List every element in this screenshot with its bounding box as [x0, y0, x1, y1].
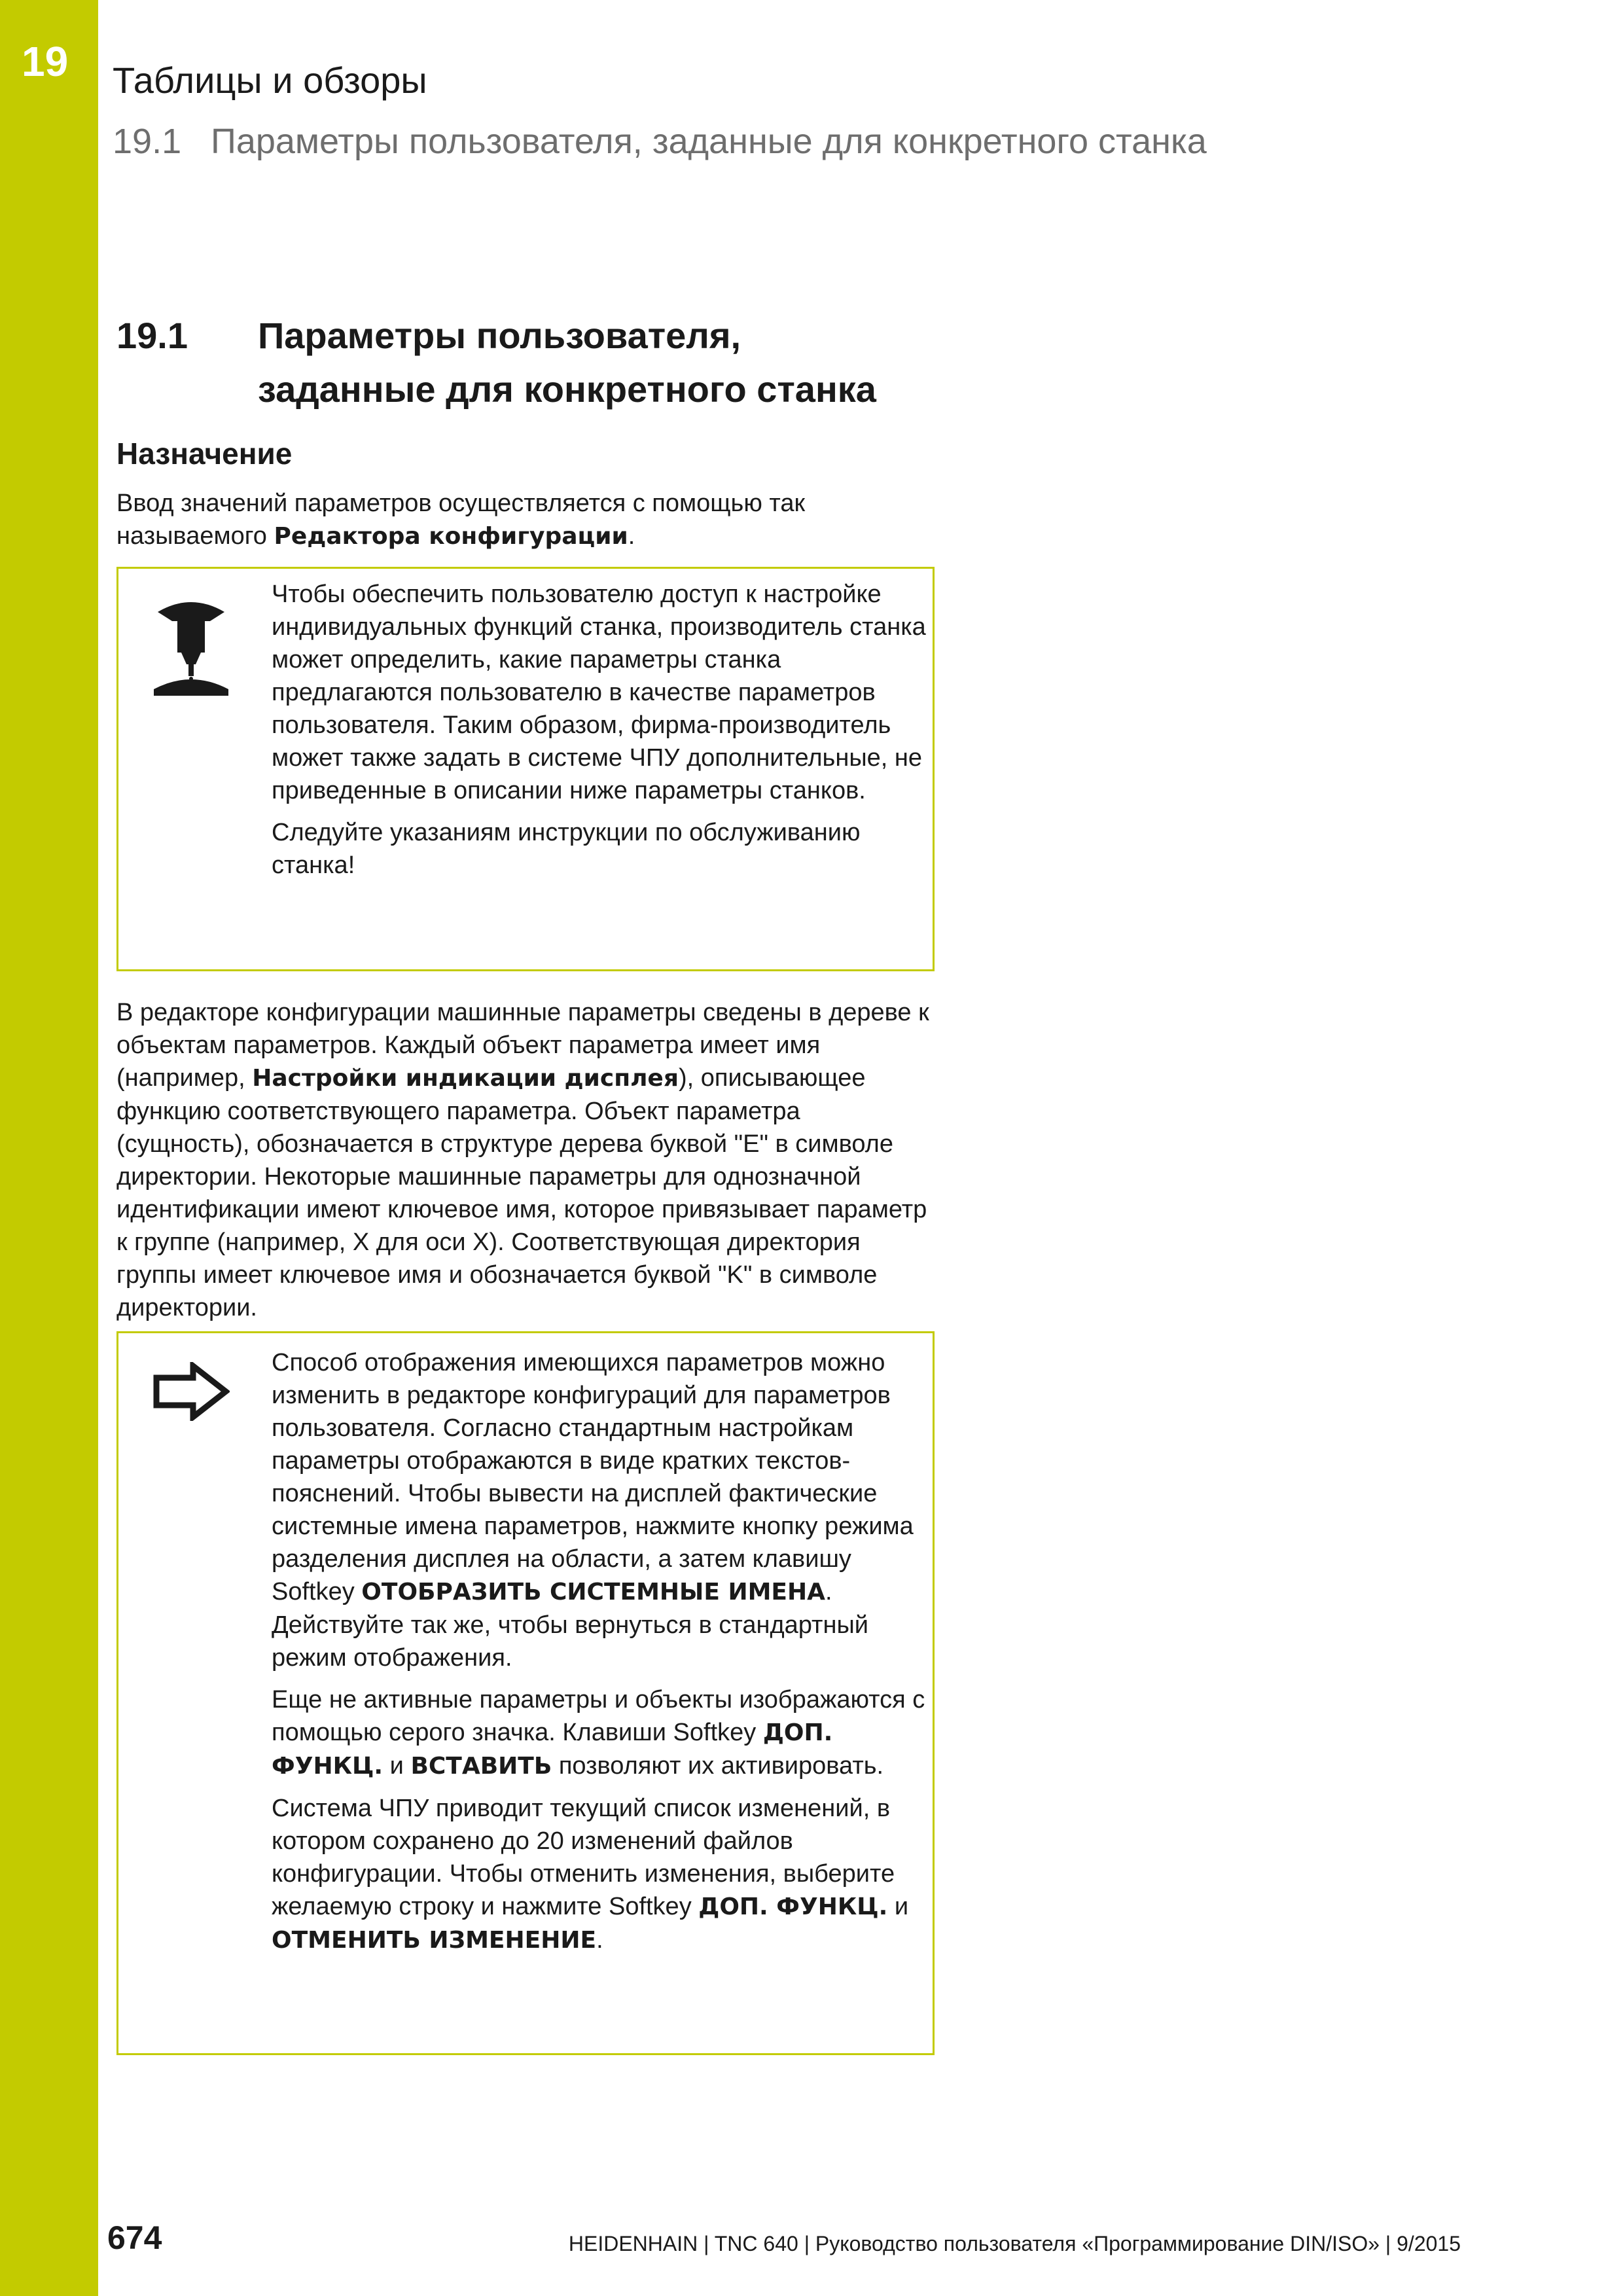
text-segment: и — [383, 1752, 411, 1780]
ui-term: Настройки индикации дисплея — [252, 1065, 679, 1092]
purpose-intro — [116, 487, 935, 553]
text-segment: позволяют их активировать. — [552, 1752, 884, 1780]
section-title — [258, 309, 1043, 416]
section-number: 19.1 — [116, 315, 188, 356]
text-segment: и — [887, 1893, 909, 1920]
tip-note-paragraph-3 — [272, 1792, 926, 1957]
text-segment: Еще не активные параметры и объекты изображаются с помощью серого значка. Клавиши Softkey — [272, 1686, 925, 1746]
tip-note-box — [116, 1331, 935, 2055]
machine-tool-icon — [152, 598, 230, 699]
machine-note-paragraph-1: Чтобы обеспечить пользователю доступ к настройке индивидуальных функций станка, производитель станка может определить, какие параметры станка предлагаются пользователю в качестве параметров пользователя. Таким образом, фирма-производитель может также задать в системе ЧПУ дополнительные, не приведенные в описании ниже параметры станков. — [272, 581, 926, 804]
chapter-number: 19 — [22, 38, 69, 85]
editor-description — [116, 996, 935, 1324]
chapter-side-bar — [0, 0, 98, 2296]
text-segment: Ввод значений параметров осуществляется с помощью так называемого — [116, 490, 806, 550]
machine-note-paragraph-2: Следуйте указаниям инструкции по обслуживанию станка! — [272, 819, 861, 879]
footer-text: HEIDENHAIN | TNC 640 | Руководство пользователя «Программирование DIN/ISO» | 9/2015 — [568, 2232, 1461, 2255]
section-title-line-1: Параметры пользователя, — [258, 315, 741, 356]
ui-term: ДОП. ФУНКЦ. — [272, 1719, 833, 1780]
running-header-number: 19.1 — [113, 122, 182, 161]
ui-term: Редактора конфигурации — [274, 523, 628, 550]
ui-term: ДОП. ФУНКЦ. — [698, 1893, 888, 1920]
chapter-title: Таблицы и обзоры — [113, 60, 427, 101]
text-segment: Система ЧПУ приводит текущий список изменений, в котором сохранено до 20 изменений файлов конфигурации. Чтобы отменить изменения, выберите желаемую строку и нажмите Softkey — [272, 1795, 895, 1920]
ui-term: ОТОБРАЗИТЬ СИСТЕМНЫЕ ИМЕНА — [361, 1579, 826, 1605]
text-segment: . Действуйте так же, чтобы вернуться в стандартный режим отображения. — [272, 1578, 868, 1672]
page-number: 674 — [107, 2219, 162, 2256]
tip-note-paragraph-1 — [272, 1346, 926, 1674]
text-segment: . — [596, 1926, 603, 1954]
text-segment: . — [628, 522, 635, 550]
machine-note-box — [116, 567, 935, 971]
ui-term: ОТМЕНИТЬ ИЗМЕНЕНИЕ — [272, 1927, 597, 1954]
tip-note-paragraph-2 — [272, 1683, 926, 1783]
tip-note-content — [272, 1346, 926, 1966]
arrow-right-icon — [152, 1362, 230, 1424]
text-segment: В редакторе конфигурации машинные параметры сведены в дереве к объектам параметров. Каждый объект параметра имеет имя (например, — [116, 999, 929, 1092]
running-header — [113, 122, 1207, 161]
purpose-heading: Назначение — [116, 437, 293, 471]
machine-note-content — [272, 578, 926, 891]
ui-term: ВСТАВИТЬ — [410, 1753, 552, 1780]
text-segment: ), описывающее функцию соответствующего параметра. Объект параметра (сущность), обозначается в структуре дерева буквой "E" в символе директории. Некоторые машинные параметры для однозначной идентификации имеют ключевое имя, которое привязывает параметр к группе (например, X для оси X). Соответствующая директория группы имеет ключевое имя и обозначается буквой "K" в символе директории. — [116, 1064, 927, 1321]
running-header-title: Параметры пользователя, заданные для конкретного станка — [211, 122, 1207, 161]
section-title-line-2: заданные для конкретного станка — [258, 368, 876, 410]
text-segment: Способ отображения имеющихся параметров можно изменить в редакторе конфигураций для параметров пользователя. Согласно стандартным настройкам параметры отображаются в виде кратких текстов-пояснений. Чтобы вывести на дисплей фактические системные имена параметров, нажмите кнопку режима разделения дисплея на области, а затем клавишу Softkey — [272, 1349, 914, 1605]
